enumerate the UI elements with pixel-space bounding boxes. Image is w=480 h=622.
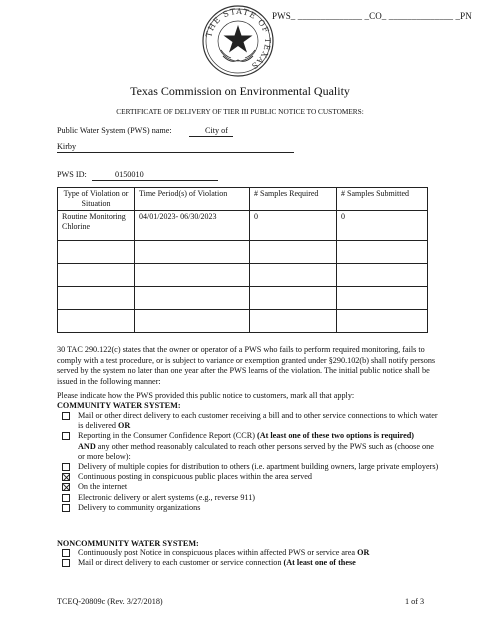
method-item[interactable] bbox=[57, 482, 442, 492]
rule-paragraph: 30 TAC 290.122(c) states that the owner or operator of a PWS who fails to perform required monitoring, fails to comply with a test procedure, or is subject to variance or exemption granted under §290.102(b) shall notify persons served by the system no later than one year after the PWS learns of the violation. The initial public notice shall be issued in the following manner: bbox=[57, 345, 436, 386]
column-header: Time Period(s) of Violation bbox=[135, 188, 250, 211]
community-options bbox=[57, 411, 442, 513]
method-item[interactable] bbox=[57, 472, 442, 482]
table-cell[interactable] bbox=[135, 264, 250, 287]
table-cell[interactable] bbox=[250, 287, 337, 310]
option-continuous-post[interactable] bbox=[57, 548, 442, 558]
checkbox[interactable] bbox=[62, 483, 70, 491]
and-text: any other method reasonably calculated to reach other persons served by the PWS such as (choose one or more below): bbox=[78, 441, 434, 461]
table-row bbox=[58, 310, 428, 333]
checkbox[interactable] bbox=[62, 473, 70, 481]
pws-co-pn-line: PWS_ ______________ _CO_ ______________ _PN bbox=[272, 11, 472, 21]
option-mail-direct[interactable] bbox=[57, 558, 442, 568]
agency-title: Texas Commission on Environmental Quality bbox=[130, 84, 350, 98]
table-cell[interactable] bbox=[337, 264, 428, 287]
table-cell[interactable] bbox=[58, 241, 135, 264]
table-cell[interactable] bbox=[135, 287, 250, 310]
column-header: Type of Violation or Situation bbox=[58, 188, 135, 211]
pws-name-value-line1: City of bbox=[205, 126, 228, 135]
method-label: On the internet bbox=[78, 482, 128, 492]
checkbox[interactable] bbox=[62, 549, 70, 557]
option-or: OR bbox=[118, 421, 131, 431]
method-label: Electronic delivery or alert systems (e.g., reverse 911) bbox=[78, 492, 256, 502]
texas-state-seal bbox=[201, 4, 275, 78]
pws-name-line1[interactable] bbox=[189, 125, 233, 137]
option-ccr[interactable] bbox=[57, 431, 442, 441]
method-label: Delivery of multiple copies for distribution to others (i.e. apartment building owners, large private employers) bbox=[78, 462, 439, 472]
column-header: # Samples Submitted bbox=[337, 188, 428, 211]
table-row bbox=[58, 241, 428, 264]
column-header: # Samples Required bbox=[250, 188, 337, 211]
certificate-title: CERTIFICATE OF DELIVERY OF TIER III PUBLIC NOTICE TO CUSTOMERS: bbox=[116, 107, 364, 116]
option-requirement: (At least one of these two options is required) bbox=[256, 431, 415, 441]
option-label: Reporting in the Consumer Confidence Report (CCR) bbox=[78, 431, 255, 441]
table-cell[interactable] bbox=[58, 264, 135, 287]
option-label: Mail or other direct delivery to each customer receiving a bill and to other service connections to which water is delivered bbox=[78, 411, 438, 431]
table-cell[interactable] bbox=[58, 287, 135, 310]
method-label: Continuous posting in conspicuous public places within the area served bbox=[78, 472, 312, 482]
instruction-text: Please indicate how the PWS provided this public notice to customers, mark all that apply: bbox=[57, 391, 355, 400]
table-header-row bbox=[58, 188, 428, 211]
table-row bbox=[58, 287, 428, 310]
pws-id-field[interactable] bbox=[92, 169, 218, 181]
form-id: TCEQ-20809c (Rev. 3/27/2018) bbox=[57, 597, 163, 606]
method-item[interactable] bbox=[57, 493, 442, 503]
table-cell[interactable]: 0 bbox=[250, 211, 337, 241]
pws-name-value-line2: Kirby bbox=[57, 142, 77, 151]
table-cell[interactable] bbox=[135, 310, 250, 333]
table-cell[interactable] bbox=[337, 310, 428, 333]
table-cell[interactable] bbox=[250, 241, 337, 264]
option-label: Continuously post Notice in conspicuous places within affected PWS or service area bbox=[78, 548, 356, 557]
pws-id-value: 0150010 bbox=[115, 170, 144, 179]
and-label: AND bbox=[78, 441, 96, 451]
table-cell[interactable]: Routine Monitoring Chlorine bbox=[58, 211, 135, 241]
checkbox[interactable] bbox=[62, 463, 70, 471]
violation-table bbox=[57, 187, 428, 333]
table-cell[interactable]: 0 bbox=[337, 211, 428, 241]
table-row bbox=[58, 264, 428, 287]
pws-name-line2[interactable] bbox=[57, 141, 294, 153]
table-cell[interactable] bbox=[337, 241, 428, 264]
and-clause bbox=[57, 442, 442, 462]
method-label: Delivery to community organizations bbox=[78, 502, 201, 512]
table-cell[interactable] bbox=[135, 241, 250, 264]
checkbox[interactable] bbox=[62, 494, 70, 502]
table-cell[interactable]: 04/01/2023- 06/30/2023 bbox=[135, 211, 250, 241]
checkbox[interactable] bbox=[62, 504, 70, 512]
option-requirement: (At least one of these bbox=[283, 558, 356, 568]
table-cell[interactable] bbox=[250, 264, 337, 287]
pws-id-label: PWS ID: bbox=[57, 170, 87, 179]
option-mail-delivery[interactable] bbox=[57, 411, 442, 431]
checkbox[interactable] bbox=[62, 412, 70, 420]
community-heading: COMMUNITY WATER SYSTEM: bbox=[57, 401, 181, 410]
page-number: 1 of 3 bbox=[405, 597, 425, 606]
table-cell[interactable] bbox=[250, 310, 337, 333]
noncommunity-heading: NONCOMMUNITY WATER SYSTEM: bbox=[57, 539, 199, 548]
table-cell[interactable] bbox=[337, 287, 428, 310]
checkbox[interactable] bbox=[62, 432, 70, 440]
table-row bbox=[58, 211, 428, 241]
option-or: OR bbox=[357, 548, 370, 557]
noncommunity-options bbox=[57, 548, 442, 568]
checkbox[interactable] bbox=[62, 559, 70, 567]
option-label: Mail or direct delivery to each customer or service connection bbox=[78, 558, 282, 568]
pws-name-label: Public Water System (PWS) name: bbox=[57, 126, 172, 135]
seal-text: THE STATE OF TEXAS bbox=[204, 6, 273, 72]
method-item[interactable] bbox=[57, 462, 442, 472]
table-cell[interactable] bbox=[58, 310, 135, 333]
method-item[interactable] bbox=[57, 503, 442, 513]
